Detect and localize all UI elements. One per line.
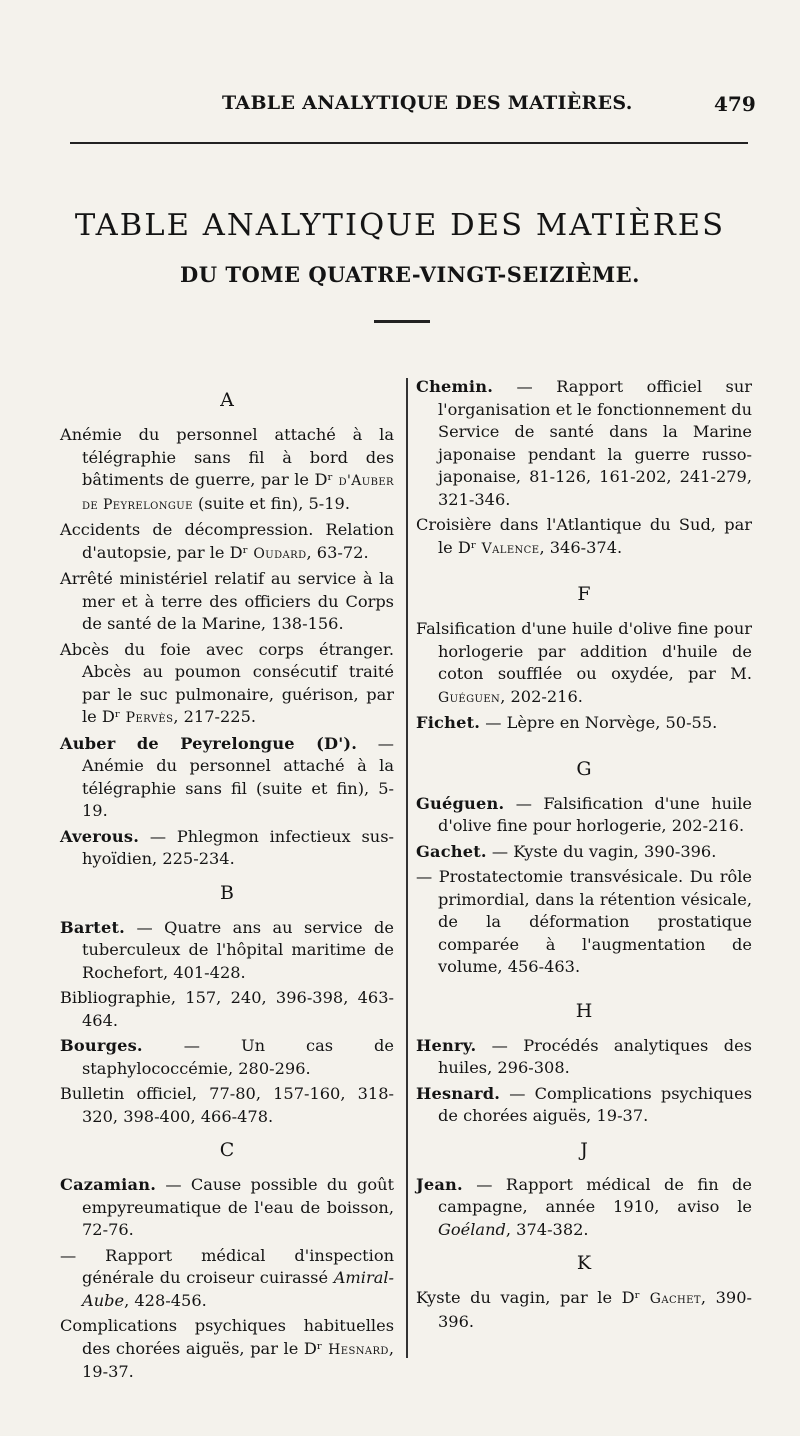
- entry-keyword: Cazamian.: [60, 1175, 157, 1194]
- index-entry: [416, 866, 752, 979]
- title-divider: [374, 320, 430, 323]
- entry-text: Complications psychiques habituelles des chorées aiguës, par le Dʳ: [60, 1316, 394, 1358]
- entry-text: Accidents de décompression. Relation d'autopsie, par le Dʳ: [60, 520, 394, 562]
- index-entry: [416, 376, 752, 511]
- section-letter-f: F: [577, 583, 591, 605]
- index-entry: [60, 1174, 394, 1242]
- index-entry: [416, 618, 752, 709]
- section-letter-a: A: [220, 389, 234, 411]
- section-letter-j: J: [580, 1138, 588, 1161]
- entry-text: Kyste du vagin, par le Dʳ: [416, 1288, 650, 1307]
- index-entry: [60, 917, 394, 985]
- index-entry: [60, 639, 394, 730]
- entry-text: — Quatre ans au service de tuberculeux de l'hôpital maritime de Rochefort, 401-428.: [82, 917, 394, 982]
- entry-text: — Rapport médical de fin de campagne, année 1910, aviso le: [438, 1174, 752, 1216]
- index-entry: [60, 424, 394, 516]
- page-subtitle: DU TOME QUATRE-VINGT-SEIZIÈME.: [180, 262, 640, 287]
- entry-text: — Lèpre en Norvège, 50-55.: [480, 713, 718, 732]
- index-entry: [416, 793, 752, 838]
- entry-text: — Prostatectomie transvésicale. Du rôle primordial, dans la rétention vésicale, de la déformation prostatique comparée à l'augmentation de volume, 456-463.: [416, 867, 752, 976]
- entry-pages: , 374-382.: [505, 1219, 589, 1239]
- entry-author: Oudard: [253, 545, 307, 562]
- entry-pages: , 202-216.: [500, 686, 583, 706]
- entry-author: Hesnard: [328, 1341, 389, 1358]
- entry-pages: , 63-72.: [306, 542, 369, 562]
- index-entry: [60, 1035, 394, 1080]
- entry-pages: , 428-456.: [124, 1290, 207, 1310]
- entry-text: — Cause possible du goût empyreumatique de l'eau de boisson, 72-76.: [82, 1175, 394, 1239]
- entry-pages: , 217-225.: [173, 707, 257, 726]
- index-column-left: [60, 378, 394, 1387]
- entry-keyword: Bartet.: [60, 917, 125, 937]
- index-entry: [416, 1174, 752, 1242]
- entry-keyword: Fichet.: [416, 713, 481, 732]
- entry-pages: , 390-396.: [438, 1288, 752, 1331]
- entry-author: Valence: [481, 540, 540, 557]
- entry-pages: (suite et fin), 5-19.: [192, 493, 351, 513]
- entry-keyword: Bourges.: [60, 1036, 143, 1055]
- entry-author: Pervès: [125, 710, 174, 726]
- entry-keyword: Averous.: [60, 826, 140, 846]
- header-rule: [70, 142, 748, 144]
- index-entry: [416, 1083, 752, 1128]
- index-column-right: [416, 376, 752, 1336]
- section-letter-k: K: [576, 1252, 592, 1274]
- entry-text: Croisière dans l'Atlantique du Sud, par le Dʳ: [416, 515, 752, 557]
- index-entry: [60, 1245, 394, 1313]
- index-entry: [60, 1083, 394, 1128]
- entry-author: Guéguen: [438, 689, 501, 706]
- entry-pages: , 346-374.: [539, 537, 623, 557]
- entry-ship-name: Amiral-Aube: [82, 1268, 394, 1310]
- entry-text: — Complications psychiques de chorées aiguës, 19-37.: [438, 1083, 752, 1125]
- entry-text: — Procédés analytiques des huiles, 296-308.: [438, 1035, 752, 1077]
- index-entry: [60, 519, 394, 565]
- entry-text: Arrêté ministériel relatif au service à la mer et à terre des officiers du Corps de santé de la Marine, 138-156.: [60, 569, 394, 633]
- entry-author: d'Auber de Peyrelongue: [82, 473, 394, 513]
- index-entry: [60, 1315, 394, 1384]
- entry-text: — Rapport officiel sur l'organisation et le fonctionnement du Service de santé dans la Marine japonaise pendant la guerre russo-japonaise, 81-126, 161-202, 241-279, 321-346.: [438, 377, 752, 509]
- entry-text: Anémie du personnel attaché à la télégraphie sans fil à bord des bâtiments de guerre, par le Dʳ: [60, 425, 394, 489]
- entry-keyword: Hesnard.: [416, 1083, 501, 1103]
- entry-ship-name: Goéland: [438, 1219, 506, 1239]
- page-title: TABLE ANALYTIQUE DES MATIÈRES: [74, 208, 726, 243]
- entry-text: — Un cas de staphylococcémie, 280-296.: [82, 1036, 394, 1078]
- index-entry: [416, 1287, 752, 1333]
- index-entry: [60, 987, 394, 1032]
- section-letter-h: H: [575, 999, 593, 1022]
- index-entry: [416, 712, 752, 735]
- index-entry: [60, 568, 394, 636]
- entry-text: — Anémie du personnel attaché à la télégraphie sans fil (suite et fin), 5-19.: [82, 733, 394, 820]
- index-entry: [416, 514, 752, 560]
- entry-keyword: Chemin.: [416, 377, 494, 396]
- entry-keyword: Henry.: [416, 1035, 477, 1055]
- entry-keyword: Guéguen.: [416, 793, 505, 813]
- entry-keyword: Gachet.: [416, 841, 487, 861]
- entry-text: Bibliographie, 157, 240, 396-398, 463-464.: [60, 988, 394, 1030]
- entry-pages: , 19-37.: [82, 1338, 394, 1381]
- entry-text: Bulletin officiel, 77-80, 157-160, 318-320, 398-400, 466-478.: [60, 1084, 394, 1126]
- index-entry: [416, 1035, 752, 1080]
- entry-text: — Falsification d'une huile d'olive fine pour horlogerie, 202-216.: [438, 793, 752, 835]
- entry-author: Gachet: [649, 1291, 701, 1307]
- entry-keyword: Jean.: [416, 1174, 463, 1194]
- index-entry: [416, 841, 752, 864]
- entry-text: — Kyste du vagin, 390-396.: [486, 841, 717, 861]
- entry-keyword: Auber de Peyrelongue (D').: [60, 733, 358, 753]
- running-header-title: TABLE ANALYTIQUE DES MATIÈRES.: [222, 92, 633, 114]
- index-entry: [60, 826, 394, 871]
- section-letter-b: B: [220, 881, 234, 904]
- section-letter-c: C: [219, 1139, 235, 1161]
- entry-text: — Phlegmon infectieux sus-hyoïdien, 225-234.: [82, 826, 394, 868]
- section-letter-g: G: [576, 757, 592, 780]
- index-entry: [60, 733, 394, 823]
- column-divider: [406, 378, 408, 1358]
- entry-text: Falsification d'une huile d'olive fine pour horlogerie par addition d'huile de coton soufflée ou oxydée, par M.: [416, 619, 752, 683]
- entry-text: Abcès du foie avec corps étranger. Abcès au poumon consécutif traité par le suc pulmonaire, guérison, par le Dʳ: [60, 639, 394, 726]
- page-number: 479: [714, 92, 756, 116]
- entry-text: — Rapport médical d'inspection générale du croiseur cuirassé: [60, 1245, 394, 1287]
